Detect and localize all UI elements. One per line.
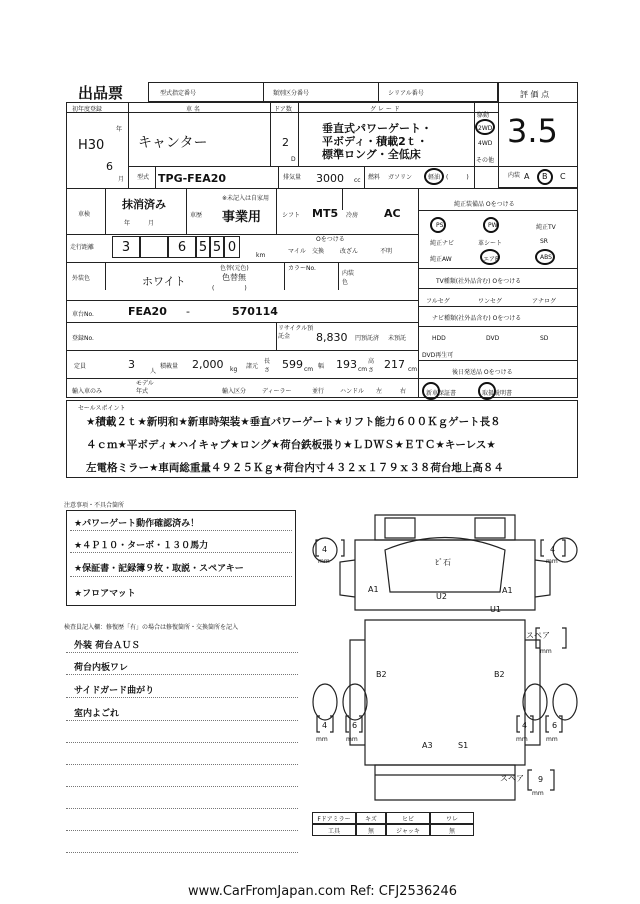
tool-header-break: ワレ	[430, 812, 474, 824]
damage-b2-left: B2	[376, 670, 387, 679]
capacity-unit: 人	[150, 368, 157, 375]
odo-digit-5: 0	[224, 236, 240, 258]
inspect-value: 抹消済み	[122, 198, 166, 211]
type-cert-label: 型式指定番号	[160, 90, 197, 97]
disp-unit: cc	[354, 177, 361, 184]
equip-leather: 革シート	[478, 240, 503, 247]
drive-2wd: 2WD	[478, 125, 493, 132]
odo-unit: km	[256, 252, 266, 259]
serial-label: シリアル番号	[388, 90, 424, 97]
grade-line-3: 標準ロング・全低床	[322, 148, 421, 161]
navi-dvd-play: DVD再生可	[422, 352, 454, 359]
ac: AC	[384, 207, 401, 220]
import-parallel: 並行	[312, 388, 325, 395]
inspect-ym: 年 月	[124, 220, 155, 227]
notes-title: 注意事項・不具合箇所	[64, 502, 125, 509]
handle-label: ハンドル	[340, 388, 365, 395]
door-unit: D	[291, 156, 296, 163]
equip-abs: ABS	[540, 254, 552, 261]
import-dealer: ディーラー	[262, 388, 292, 395]
equip-abs-circle	[535, 249, 555, 265]
door-label: ドア数	[274, 106, 292, 113]
color-paren: ( )	[212, 285, 247, 292]
inspect-label: 車検	[78, 211, 91, 218]
color-change: 色替無	[222, 273, 246, 282]
damage-u2: U2	[436, 592, 447, 601]
handle-left: 左	[376, 388, 383, 395]
points-line-3: 左電格ミラー★車両総重量４９２５Ｋｇ★荷台内寸４３２ｘ１７９ｘ３８荷台地上高８４	[86, 462, 504, 474]
spec-label: 諸元	[246, 363, 259, 370]
later-warranty-circle	[422, 382, 440, 400]
model-label: 型式	[137, 174, 150, 181]
year-label: 初年度登録	[72, 106, 103, 113]
truck-diagram	[300, 500, 590, 820]
hgt-label: 高さ	[368, 358, 375, 374]
later-manual: 取扱説明書	[482, 390, 513, 397]
odo-unknown: 不明	[380, 248, 393, 255]
recycle-label: リサイクル預託金	[278, 325, 314, 340]
chassis-label: 車台No.	[72, 311, 94, 318]
color-change-label: 色替(元色)	[220, 265, 249, 272]
odo-digit-3: 5	[196, 236, 210, 258]
tire-rear-left-inner-unit: mm	[346, 736, 358, 743]
equip-ps-circle	[430, 217, 446, 233]
inspector-1: 外装 荷台ＡＵＳ	[74, 641, 141, 651]
car-name: キャンター	[138, 135, 208, 151]
tire-front-right-unit: mm	[546, 558, 558, 565]
equip-navi: 純正ナビ	[430, 240, 455, 247]
shift-label: シフト	[282, 212, 301, 219]
disp-label: 排気量	[283, 174, 302, 181]
fuel-diesel-circle	[424, 168, 444, 185]
odo-digit-1: 3	[112, 236, 140, 258]
tire-rear-left-inner: 6	[352, 721, 358, 730]
tv-fullseg: フルセグ	[426, 298, 450, 305]
later-warranty: 新車保証書	[426, 390, 457, 397]
height: 217	[384, 358, 405, 371]
inspector-title: 検査員記入欄：修復歴「有」の場合は修復箇所・交換箇所を記入	[64, 624, 239, 631]
spare-label-1: スペア	[526, 631, 550, 640]
page-title: 出品票	[78, 84, 124, 102]
points-line-2: ４ｃｍ★平ボディ★ハイキャブ★ロング★荷台鉄板張り★ＬＤＷＳ★ＥＴＣ★キーレス★	[86, 439, 496, 451]
year-unit: 年	[116, 126, 123, 133]
tire-rear-right-inner: 4	[522, 721, 528, 730]
equip-airbag-circle	[480, 249, 500, 265]
fuel-other: ( )	[446, 174, 469, 181]
use-label: 車歴	[190, 212, 203, 219]
spare-value-2: 9	[538, 775, 544, 784]
chassis-number: 570114	[232, 305, 278, 318]
interior-b: B	[542, 172, 548, 181]
note-1: ★パワーゲート動作確認済み！	[74, 519, 200, 529]
model-year-label: モデル年式	[136, 380, 154, 395]
jack-value: 無	[430, 824, 474, 836]
class-label: 類別区分番号	[273, 90, 310, 97]
load-unit: kg	[230, 366, 238, 373]
private-note: ※未記入は自家用	[222, 195, 270, 202]
grade-line-1: 垂直式パワーゲート・	[322, 122, 432, 135]
navi-hdd: HDD	[432, 335, 446, 342]
len-unit: cm	[304, 366, 314, 373]
equip-aw: 純正AW	[430, 256, 452, 263]
damage-windshield: ﾋﾞ石	[435, 558, 451, 567]
tool-header-crack: ヒビ	[386, 812, 430, 824]
inspector-3: サイドガード曲がり	[74, 686, 155, 696]
navi-dvd: DVD	[486, 335, 500, 342]
color-label: 外装色	[72, 275, 91, 282]
fuel-label: 燃料	[368, 174, 381, 181]
load-label: 積載量	[160, 363, 179, 370]
tool-header-mirror: Fドアミラー	[312, 812, 356, 824]
import-label: 輸入車のみ	[72, 388, 103, 395]
interior-a: A	[524, 172, 530, 181]
name-label: 車 名	[186, 106, 200, 113]
tv-oneseg: ワンセグ	[478, 298, 503, 305]
note-3: ★保証書・記録簿９枚・取説・スペアキー	[74, 564, 244, 574]
wid-label: 幅	[318, 363, 325, 370]
spare-unit-1: mm	[540, 648, 552, 655]
odo-mile: マイル	[288, 248, 306, 255]
int-color-label: 内装色	[342, 270, 355, 286]
damage-a1-left: A1	[368, 585, 379, 594]
month-unit: 月	[118, 176, 125, 183]
tire-rear-right-inner-unit: mm	[516, 736, 528, 743]
spare-label-2: スペア	[500, 774, 524, 783]
month: 6	[106, 160, 113, 173]
fuel-diesel: 軽油	[428, 174, 441, 181]
odo-digit-4: 5	[210, 236, 224, 258]
capacity: 3	[128, 358, 135, 371]
equip-pw: PW	[488, 222, 498, 229]
doors: 2	[282, 136, 289, 149]
len-label: 長さ	[264, 358, 271, 374]
equip-ps: PS	[436, 222, 444, 229]
score-value: 3.5	[507, 112, 558, 150]
color-code-label: カラーNo.	[288, 265, 316, 272]
use-value: 事業用	[222, 210, 262, 225]
jack-label: ジャッキ	[386, 824, 430, 836]
note-4: ★フロアマット	[74, 589, 136, 599]
era: H30	[78, 138, 105, 153]
spare-unit-2: mm	[532, 790, 544, 797]
reg-label: 登録No.	[72, 335, 94, 342]
tv-analog: アナログ	[532, 298, 557, 305]
tire-front-left-unit: mm	[318, 558, 330, 565]
tire-front-left: 4	[322, 545, 328, 554]
header-fields	[148, 82, 498, 102]
length: 599	[282, 358, 303, 371]
inspector-2: 荷台内板ワレ	[74, 663, 129, 673]
equip-title: 純正装備品 Oをつける	[454, 201, 515, 208]
chassis-dash: -	[186, 305, 190, 318]
grade-line-2: 平ボディ・積載2ｔ・	[322, 135, 428, 148]
shift: MT5	[312, 207, 339, 220]
navi-title: ナビ種類(社外品含む) Oをつける	[432, 315, 522, 322]
damage-a1-right: A1	[502, 586, 513, 595]
tire-rear-left-outer: 4	[322, 721, 328, 730]
equip-tv: 純正TV	[536, 224, 556, 231]
damage-u1: U1	[490, 605, 501, 614]
import-type-label: 輸入区分	[222, 388, 247, 395]
model: TPG-FEA20	[158, 172, 227, 185]
tool-value: 無	[356, 824, 386, 836]
width: 193	[336, 358, 357, 371]
drive-2wd-circle	[475, 119, 495, 135]
tire-front-right: 4	[550, 545, 556, 554]
equip-sr: SR	[540, 238, 548, 245]
score-label: 評 価 点	[520, 90, 550, 99]
interior-label: 内装	[508, 172, 521, 179]
load: 2,000	[192, 358, 224, 371]
drive-label: 駆動	[477, 112, 490, 119]
handle-right: 右	[400, 388, 407, 395]
drive-4wd: 4WD	[478, 140, 493, 147]
damage-b2-right: B2	[494, 670, 505, 679]
fuel-gasoline: ガソリン	[388, 174, 413, 181]
recycle-value: 8,830	[316, 331, 348, 344]
ac-label: 冷房	[346, 212, 359, 219]
tv-title: TV種類(社外品含む) Oをつける	[436, 278, 522, 285]
navi-sd: SD	[540, 335, 549, 342]
chassis-prefix: FEA20	[128, 305, 167, 318]
odo-digit-2: 6	[168, 236, 196, 258]
later-title: 後日発送品 Oをつける	[452, 369, 513, 376]
drive-other: その他	[476, 157, 495, 164]
tire-rear-right-outer: 6	[552, 721, 558, 730]
interior-c: C	[560, 172, 566, 181]
tool-header-scratch: キズ	[356, 812, 386, 824]
equip-pw-circle	[483, 217, 499, 233]
odo-exchange: 交換	[312, 248, 325, 255]
tire-rear-right-outer-unit: mm	[546, 736, 558, 743]
grade-label: グ レ ー ド	[370, 106, 400, 113]
recycle-paid: 円預託済	[355, 335, 380, 342]
odo-note: Oをつける	[316, 236, 345, 243]
damage-s1: S1	[458, 741, 469, 750]
tire-rear-left-outer-unit: mm	[316, 736, 328, 743]
tool-label: 工具	[312, 824, 356, 836]
points-title: セールスポイント	[78, 405, 126, 412]
damage-a3: A3	[422, 741, 433, 750]
odo-label: 走行距離	[70, 244, 95, 251]
equip-airbag: エアB	[483, 256, 500, 263]
odo-rollback: 改ざん	[340, 248, 359, 255]
wid-unit: cm	[358, 366, 368, 373]
displacement: 3000	[316, 172, 344, 185]
inspector-4: 室内よごれ	[74, 709, 120, 719]
interior-b-circle	[537, 169, 553, 185]
recycle-unpaid: 未預託	[388, 335, 407, 342]
later-manual-circle	[478, 382, 496, 400]
color-value: ホワイト	[142, 275, 186, 288]
footer-watermark: www.CarFromJapan.com Ref: CFJ2536246	[188, 884, 458, 899]
points-line-1: ★積載２ｔ★新明和★新車時架装★垂直パワーゲート★リフト能力６００Ｋｇゲート長８	[86, 416, 501, 428]
hgt-unit: cm	[408, 366, 418, 373]
note-2: ★４Ｐ１０・ターボ・１３０馬力	[74, 541, 209, 551]
capacity-label: 定員	[74, 363, 87, 370]
